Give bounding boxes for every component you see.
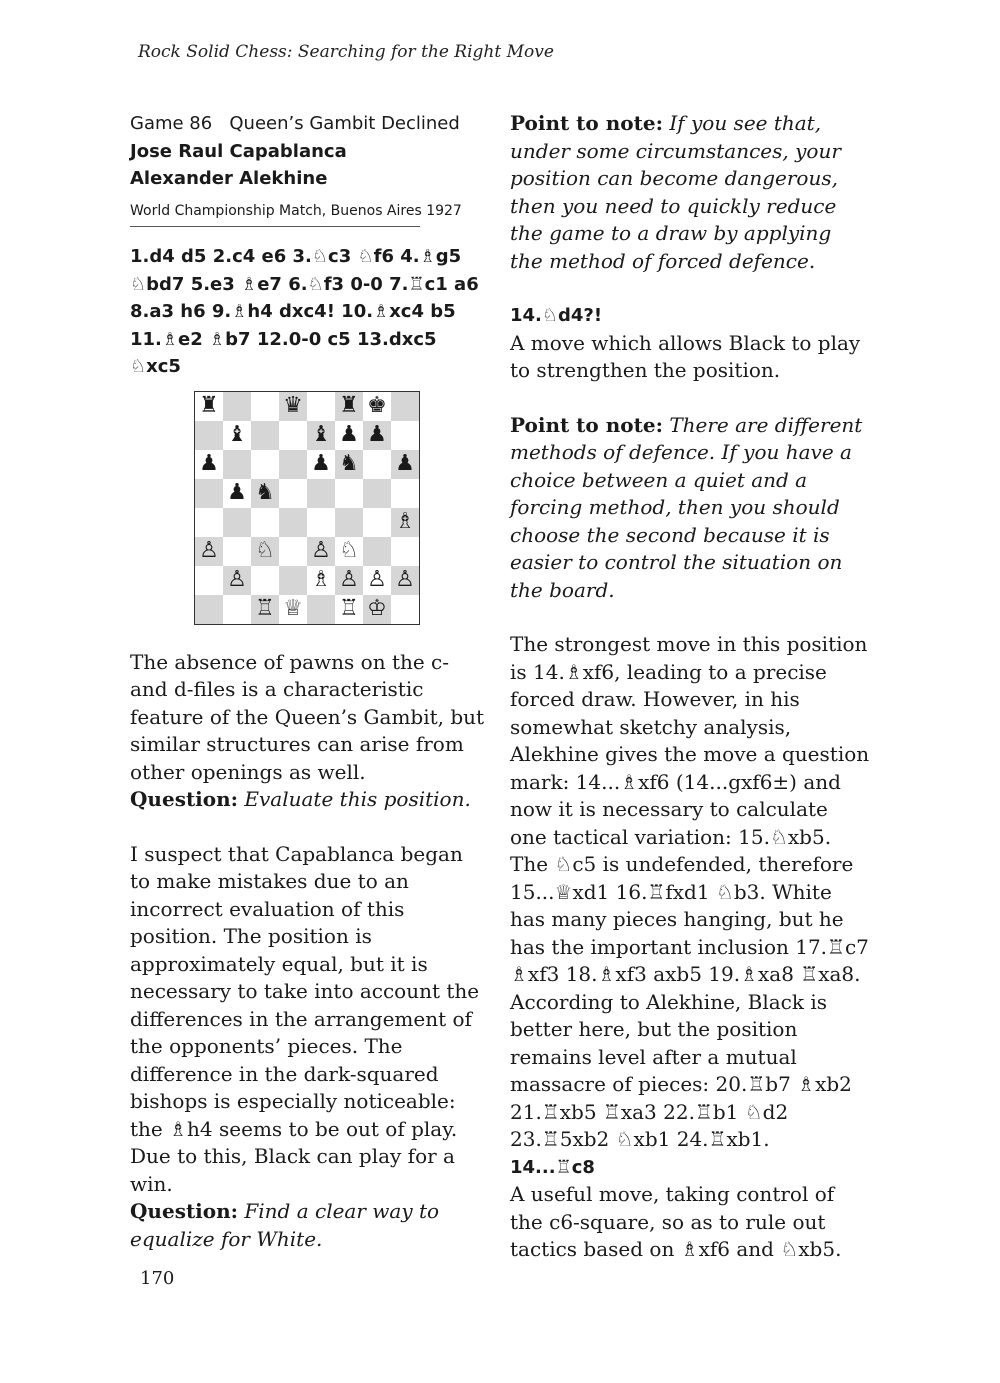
board-square: ♞ <box>335 450 363 479</box>
question-label: Question: <box>130 1199 239 1223</box>
board-square <box>279 566 307 595</box>
board-square: ♛ <box>279 392 307 421</box>
board-square <box>391 421 419 450</box>
board-square <box>223 392 251 421</box>
question-2 <box>130 1198 485 1253</box>
board-square <box>279 537 307 566</box>
board-square: ♙ <box>391 566 419 595</box>
board-square <box>391 595 419 624</box>
board-square <box>279 421 307 450</box>
board-square: ♟ <box>195 450 223 479</box>
board-square <box>251 421 279 450</box>
board-square <box>223 537 251 566</box>
white-player: Jose Raul Capablanca <box>130 141 347 162</box>
board-square: ♘ <box>251 537 279 566</box>
board-square <box>223 508 251 537</box>
board-square: ♙ <box>335 566 363 595</box>
board-square <box>195 595 223 624</box>
board-square: ♜ <box>335 392 363 421</box>
game-number: Game 86 <box>130 113 213 134</box>
left-paragraph-1: The absence of pawns on the c- and d-files is a characteristic feature of the Queen’s Gambit, but similar structures can arise from other openings as well. <box>130 649 485 784</box>
board-square <box>363 508 391 537</box>
board-square: ♗ <box>391 508 419 537</box>
board-square <box>391 392 419 421</box>
running-head: Rock Solid Chess: Searching for the Right Move <box>138 42 554 62</box>
board-square: ♝ <box>307 421 335 450</box>
board-square <box>363 450 391 479</box>
board-square <box>279 450 307 479</box>
board-square: ♔ <box>363 595 391 624</box>
divider <box>130 226 420 227</box>
board-square <box>391 537 419 566</box>
note-label: Point to note: <box>510 412 663 437</box>
board-square <box>363 537 391 566</box>
right-paragraph-1: A move which allows Black to play to strengthen the position. <box>510 330 861 382</box>
board-square <box>251 508 279 537</box>
point-to-note-1 <box>510 110 870 275</box>
board-square: ♟ <box>307 450 335 479</box>
board-square: ♙ <box>307 537 335 566</box>
note-label: Point to note: <box>510 111 663 135</box>
board-square <box>307 595 335 624</box>
board-square <box>223 450 251 479</box>
question-text: Evaluate this position. <box>244 787 471 811</box>
board-square: ♙ <box>195 537 223 566</box>
board-square: ♝ <box>223 421 251 450</box>
board-square: ♜ <box>195 392 223 421</box>
black-player: Alexander Alekhine <box>130 168 328 189</box>
right-paragraph-2: The strongest move in this position is 14.♗xf6, leading to a precise forced draw. However, in his somewhat sketchy analysis, Alekhine gives the move a question mark: 14...♗xf6 (14...gxf6±) and now it is necessary to calculate one tactical variation: 15.♘xb5. The ♘c5 is undefended, therefore 15...♕xd1 16.♖fxd1 ♘b3. White has many pieces hanging, but he has the important inclusion 17.♖c7 ♗xf3 18.♗xf3 axb5 19.♗xa8 ♖xa8. According to Alekhine, Black is better here, but the position remains level after a mutual massacre of pieces: 20.♖b7 ♗xb2 21.♖xb5 ♖xa3 22.♖b1 ♘d2 23.♖5xb2 ♘xb1 24.♖xb1. <box>510 632 870 1151</box>
board-square <box>363 479 391 508</box>
board-square <box>335 508 363 537</box>
board-square: ♚ <box>363 392 391 421</box>
board-square: ♟ <box>223 479 251 508</box>
board-square <box>195 566 223 595</box>
chess-diagram <box>194 391 420 625</box>
board-square: ♙ <box>363 566 391 595</box>
page-number: 170 <box>140 1268 175 1289</box>
point-to-note-2 <box>510 412 870 605</box>
opening-name: Queen’s Gambit Declined <box>229 113 460 134</box>
board-square <box>391 479 419 508</box>
board-square <box>223 595 251 624</box>
board-square <box>279 479 307 508</box>
board-square <box>307 392 335 421</box>
board-square: ♟ <box>363 421 391 450</box>
note-text: If you see that, under some circumstances, your position can become dangerous, then you need to quickly reduce the game to a draw by applying the method of forced defence. <box>510 111 841 273</box>
board-square <box>335 479 363 508</box>
board-square <box>251 450 279 479</box>
game-heading <box>130 110 485 138</box>
board-square: ♘ <box>335 537 363 566</box>
board-square <box>307 479 335 508</box>
question-label: Question: <box>130 787 239 811</box>
board-square <box>195 479 223 508</box>
note-text: There are different methods of defence. If you have a choice between a quiet and a forcing method, then you should choose the second because it is easier to control the situation on the board. <box>510 412 863 602</box>
left-paragraph-2: I suspect that Capablanca began to make mistakes due to an incorrect evaluation of this position. The position is approximately equal, but it is necessary to take into account the differences in the arrangement of the opponents’ pieces. The difference in the dark-squared bishops is especially noticeable: the ♗h4 seems to be out of play. Due to this, Black can play for a win. <box>130 841 480 1196</box>
board-square: ♟ <box>335 421 363 450</box>
board-square: ♖ <box>335 595 363 624</box>
board-square <box>251 566 279 595</box>
right-paragraph-3: A useful move, taking control of the c6-square, so as to rule out tactics based on ♗xf6 and ♘xb5. <box>510 1182 842 1261</box>
move-14-black: 14...♖c8 <box>510 1156 595 1178</box>
board-square <box>195 508 223 537</box>
board-square <box>251 392 279 421</box>
board-square <box>195 421 223 450</box>
question-1 <box>130 786 485 814</box>
board-square <box>307 508 335 537</box>
board-square: ♕ <box>279 595 307 624</box>
board-square: ♙ <box>223 566 251 595</box>
board-square <box>279 508 307 537</box>
board-square: ♗ <box>307 566 335 595</box>
move-14-white: 14.♘d4?! <box>510 305 603 326</box>
board-square: ♟ <box>391 450 419 479</box>
opening-moves: 1.d4 d5 2.c4 e6 3.♘c3 ♘f6 4.♗g5 ♘bd7 5.e3 ♗e7 6.♘f3 0-0 7.♖c1 a6 8.a3 h6 9.♗h4 dxc4! 10.♗xc4 b5 11.♗e2 ♗b7 12.0-0 c5 13.dxc5 ♘xc5 <box>130 246 479 377</box>
left-column <box>130 110 485 1253</box>
board-square: ♖ <box>251 595 279 624</box>
board-square: ♞ <box>251 479 279 508</box>
question-text: Find a clear way to equalize for White. <box>130 1199 440 1251</box>
right-column <box>510 110 870 1264</box>
event-line: World Championship Match, Buenos Aires 1927 <box>130 203 462 219</box>
